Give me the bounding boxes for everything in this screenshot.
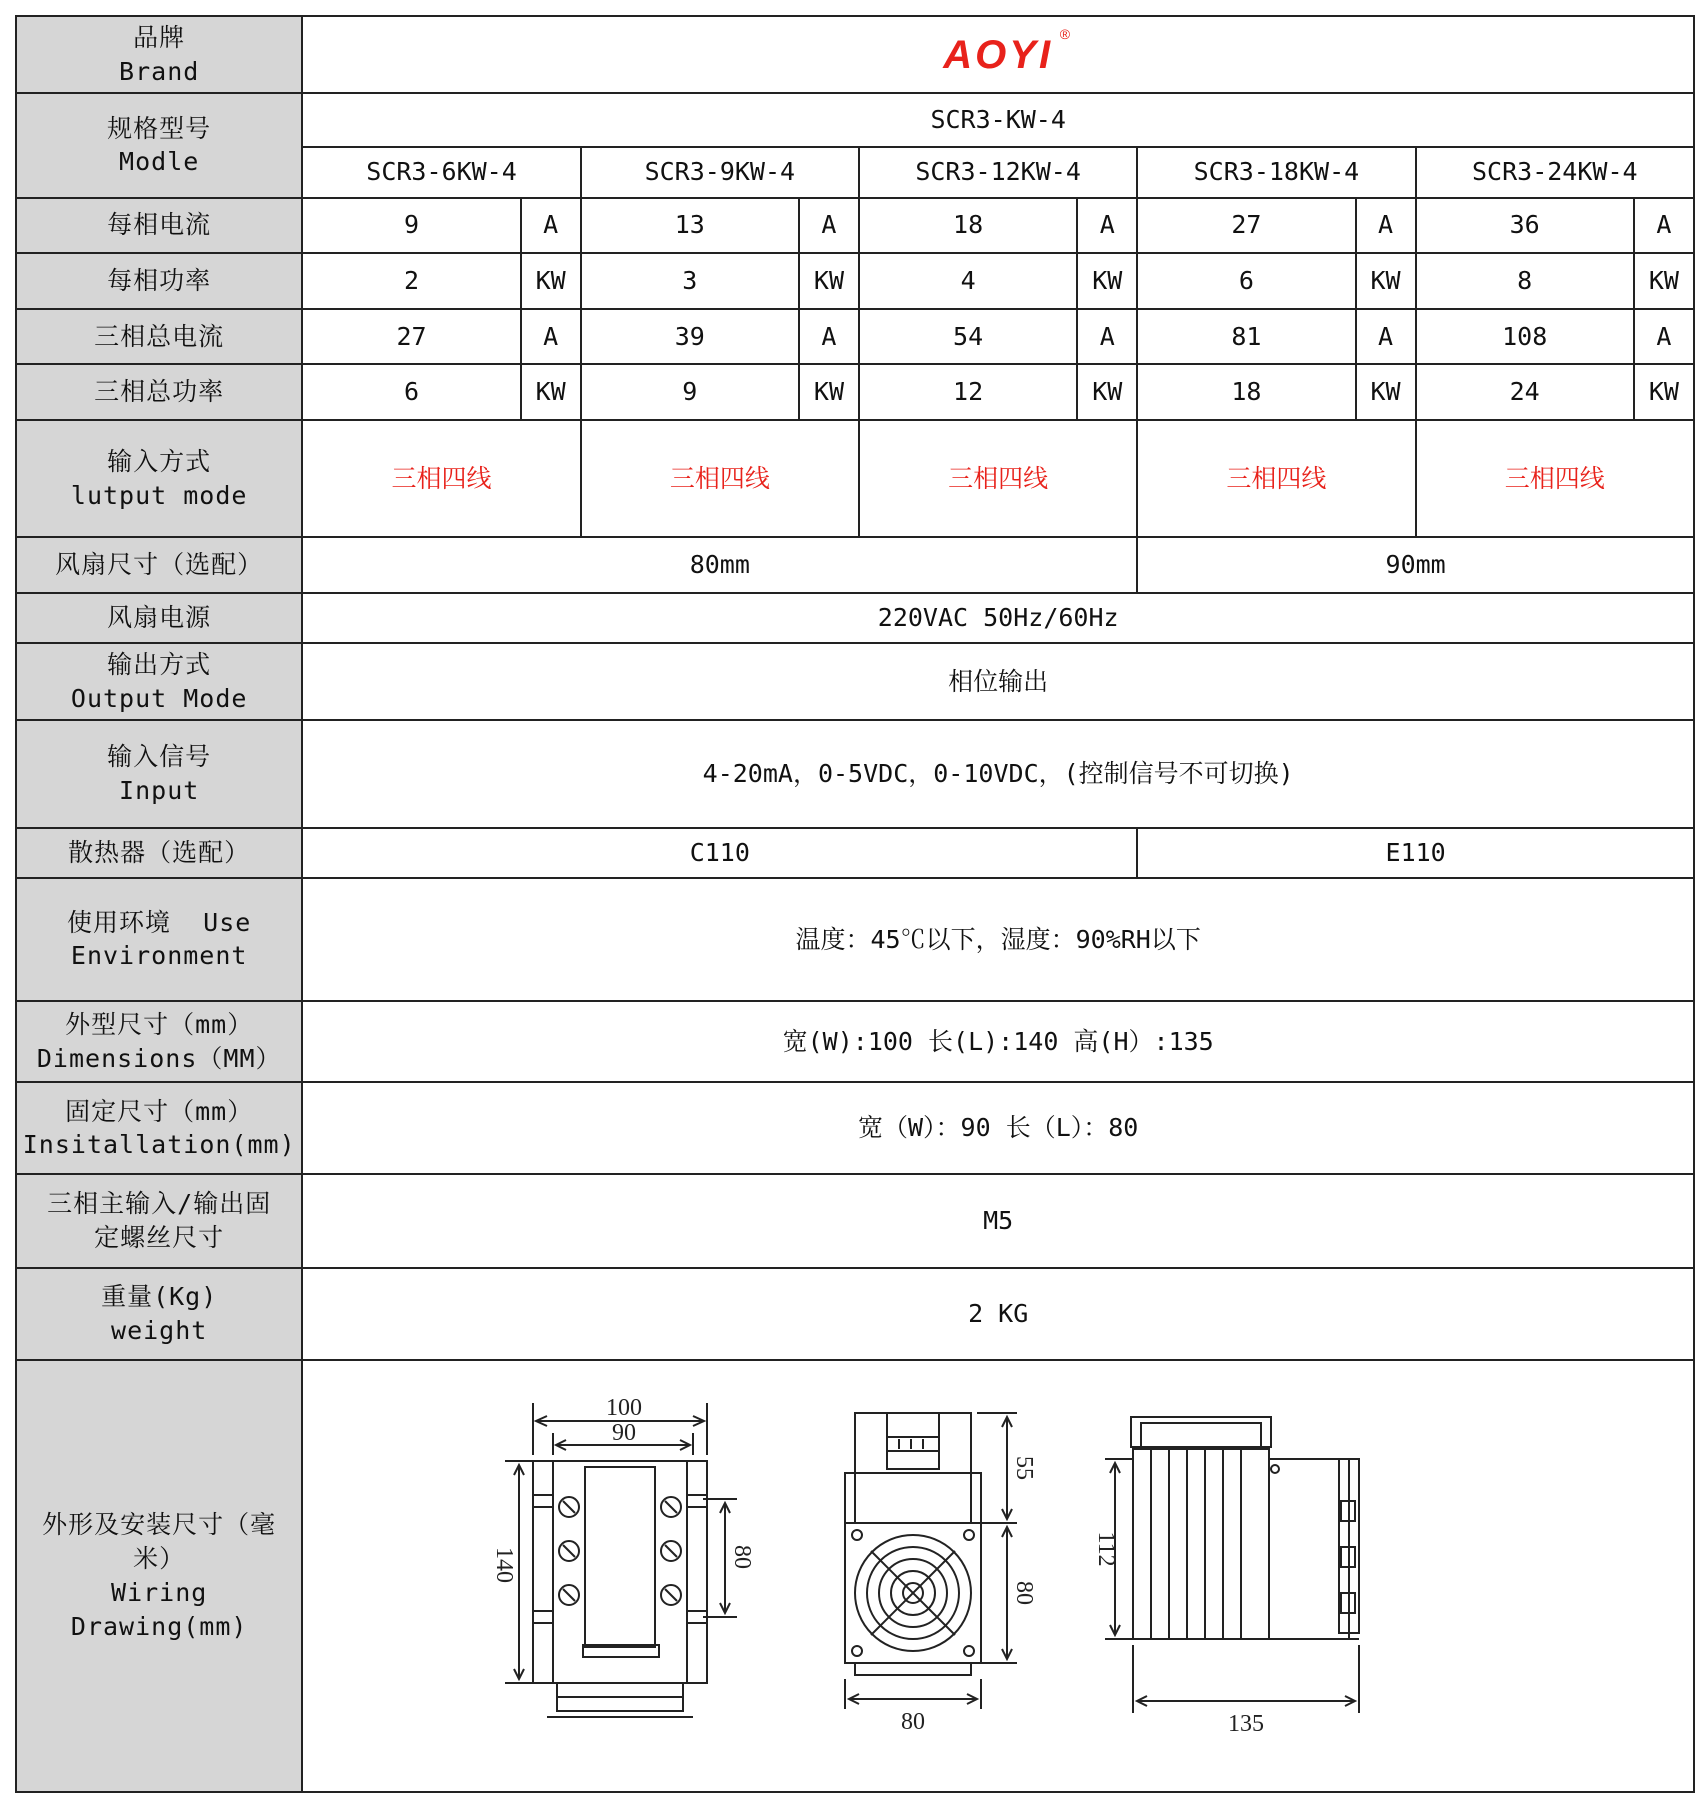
value-cell: 81 xyxy=(1137,309,1355,365)
front-view xyxy=(491,1395,755,1717)
installation-row xyxy=(16,1082,1694,1174)
dim-top-height: 55 xyxy=(1011,1456,1038,1481)
fan-view xyxy=(845,1413,1037,1735)
unit-cell: KW xyxy=(1634,253,1694,309)
dimensions-label: 外型尺寸（mm） Dimensions（MM） xyxy=(16,1001,302,1082)
unit-cell: KW xyxy=(1077,253,1137,309)
input-mode-value: 三相四线 xyxy=(859,420,1137,538)
total-power-row xyxy=(16,364,1694,420)
input-signal-value: 4-20mA，0-5VDC，0-10VDC，(控制信号不可切换) xyxy=(302,720,1694,828)
value-cell: 4 xyxy=(859,253,1077,309)
spec-table xyxy=(15,15,1695,1793)
dimensions-value: 宽(W):100 长(L):140 高(H）:135 xyxy=(302,1001,1694,1082)
drawing-cell xyxy=(302,1360,1694,1792)
fan-size-label: 风扇尺寸（选配） xyxy=(16,537,302,593)
output-mode-row xyxy=(16,643,1694,720)
fan-size-row xyxy=(16,537,1694,593)
value-cell: 8 xyxy=(1416,253,1634,309)
unit-cell: KW xyxy=(1077,364,1137,420)
model-variant: SCR3-6KW-4 xyxy=(302,147,580,198)
dim-length: 140 xyxy=(491,1547,518,1584)
dim-side-height: 112 xyxy=(1093,1531,1120,1567)
fan-size-right: 90mm xyxy=(1137,537,1694,593)
phase-current-row xyxy=(16,198,1694,254)
drawing-label: 外形及安装尺寸（毫 米） Wiring Drawing(mm) xyxy=(16,1360,302,1792)
value-cell: 39 xyxy=(581,309,799,365)
screw-label: 三相主输入/输出固 定螺丝尺寸 xyxy=(16,1174,302,1267)
fan-size-left: 80mm xyxy=(302,537,1137,593)
input-signal-row xyxy=(16,720,1694,828)
unit-cell: A xyxy=(521,198,581,254)
model-row xyxy=(16,93,1694,146)
unit-cell: A xyxy=(1077,198,1137,254)
unit-cell: A xyxy=(799,309,859,365)
unit-cell: KW xyxy=(1356,253,1416,309)
model-variant: SCR3-9KW-4 xyxy=(581,147,859,198)
unit-cell: A xyxy=(1356,309,1416,365)
dim-fan-width: 80 xyxy=(901,1709,926,1736)
value-cell: 36 xyxy=(1416,198,1634,254)
unit-cell: KW xyxy=(799,253,859,309)
value-cell: 24 xyxy=(1416,364,1634,420)
value-cell: 18 xyxy=(859,198,1077,254)
value-cell: 27 xyxy=(302,309,520,365)
screw-value: M5 xyxy=(302,1174,1694,1267)
environment-row xyxy=(16,878,1694,1001)
output-mode-value: 相位输出 xyxy=(302,643,1694,720)
unit-cell: A xyxy=(1634,309,1694,365)
dim-mount-length: 80 xyxy=(729,1545,756,1570)
environment-value: 温度：45℃以下，湿度：90%RH以下 xyxy=(302,878,1694,1001)
value-cell: 6 xyxy=(1137,253,1355,309)
phase-power-row xyxy=(16,253,1694,309)
value-cell: 9 xyxy=(302,198,520,254)
value-cell: 9 xyxy=(581,364,799,420)
unit-cell: KW xyxy=(521,364,581,420)
unit-cell: KW xyxy=(1634,364,1694,420)
input-mode-value: 三相四线 xyxy=(581,420,859,538)
unit-cell: A xyxy=(1077,309,1137,365)
input-mode-value: 三相四线 xyxy=(302,420,580,538)
value-cell: 27 xyxy=(1137,198,1355,254)
total-current-row xyxy=(16,309,1694,365)
environment-label: 使用环境 Use Environment xyxy=(16,878,302,1001)
fan-power-row xyxy=(16,593,1694,643)
output-mode-label: 输出方式 Output Mode xyxy=(16,643,302,720)
installation-label: 固定尺寸（mm） Insitallation(mm) xyxy=(16,1082,302,1174)
screw-row xyxy=(16,1174,1694,1267)
input-signal-label: 输入信号 Input xyxy=(16,720,302,828)
unit-cell: KW xyxy=(799,364,859,420)
value-cell: 54 xyxy=(859,309,1077,365)
dim-width: 100 xyxy=(606,1395,643,1422)
dim-depth: 135 xyxy=(1228,1711,1265,1738)
dim-mount-width: 90 xyxy=(612,1420,637,1447)
input-mode-value: 三相四线 xyxy=(1416,420,1694,538)
dimensions-row xyxy=(16,1001,1694,1082)
value-cell: 13 xyxy=(581,198,799,254)
value-cell: 6 xyxy=(302,364,520,420)
drawing-row xyxy=(16,1360,1694,1792)
value-cell: 18 xyxy=(1137,364,1355,420)
unit-cell: KW xyxy=(1356,364,1416,420)
unit-cell: A xyxy=(1634,198,1694,254)
weight-row xyxy=(16,1268,1694,1360)
side-view xyxy=(1093,1417,1359,1737)
wiring-drawing xyxy=(307,1383,1694,1768)
aoyi-logo: AOYI ® xyxy=(943,25,1074,77)
model-series: SCR3-KW-4 xyxy=(302,93,1694,146)
model-variant: SCR3-24KW-4 xyxy=(1416,147,1694,198)
weight-value: 2 KG xyxy=(302,1268,1694,1360)
input-mode-label: 输入方式 lutput mode xyxy=(16,420,302,538)
brand-row xyxy=(16,16,1694,93)
phase-power-label: 每相功率 xyxy=(16,253,302,309)
input-mode-row xyxy=(16,420,1694,538)
unit-cell: A xyxy=(521,309,581,365)
dim-fan-height: 80 xyxy=(1011,1581,1038,1606)
heatsink-left: C110 xyxy=(302,828,1137,878)
brand-label: 品牌 Brand xyxy=(16,16,302,93)
heatsink-right: E110 xyxy=(1137,828,1694,878)
unit-cell: A xyxy=(1356,198,1416,254)
input-mode-value: 三相四线 xyxy=(1137,420,1415,538)
value-cell: 12 xyxy=(859,364,1077,420)
value-cell: 3 xyxy=(581,253,799,309)
installation-value: 宽（W）：90 长（L）：80 xyxy=(302,1082,1694,1174)
model-variant: SCR3-12KW-4 xyxy=(859,147,1137,198)
model-variant: SCR3-18KW-4 xyxy=(1137,147,1415,198)
total-power-label: 三相总功率 xyxy=(16,364,302,420)
heatsink-label: 散热器（选配） xyxy=(16,828,302,878)
unit-cell: A xyxy=(799,198,859,254)
value-cell: 108 xyxy=(1416,309,1634,365)
fan-power-value: 220VAC 50Hz/60Hz xyxy=(302,593,1694,643)
model-label: 规格型号 Modle xyxy=(16,93,302,197)
fan-power-label: 风扇电源 xyxy=(16,593,302,643)
weight-label: 重量(Kg) weight xyxy=(16,1268,302,1360)
phase-current-label: 每相电流 xyxy=(16,198,302,254)
brand-logo-cell xyxy=(302,16,1694,93)
heatsink-row xyxy=(16,828,1694,878)
value-cell: 2 xyxy=(302,253,520,309)
total-current-label: 三相总电流 xyxy=(16,309,302,365)
unit-cell: KW xyxy=(521,253,581,309)
